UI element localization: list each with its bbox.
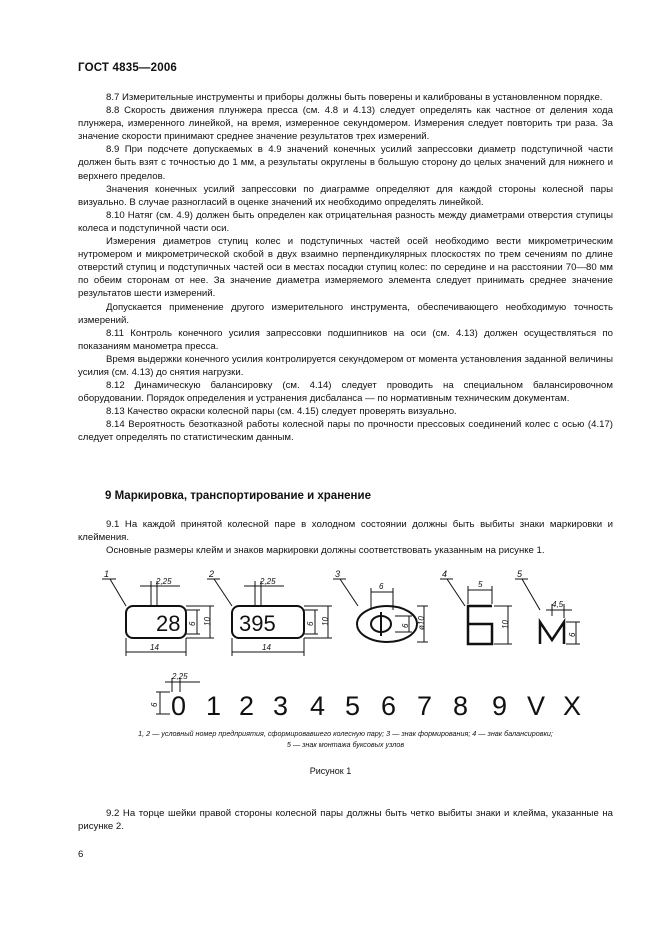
figure-1-caption-line-1: 1, 2 — условный номер предприятия, сформировавшего колесную пару; 3 — знак формирования; 4 — знак балансировки; bbox=[138, 729, 553, 738]
marking-glyph-0: 0 bbox=[171, 691, 187, 721]
balancing-sign-dim-5: 5 bbox=[478, 580, 483, 589]
stamp-2-dim-6: 6 bbox=[306, 621, 315, 626]
section-8-body bbox=[78, 91, 613, 445]
callout-4-leader bbox=[447, 579, 465, 606]
stamp-1-number: 28 bbox=[156, 611, 181, 636]
paragraph-9-1-b: Основные размеры клейм и знаков маркировки должны соответствовать указанным на рисунке 1. bbox=[106, 545, 545, 557]
marking-glyph-v: V bbox=[527, 691, 546, 721]
paragraph-8-9-b: Значения конечных усилий запрессовки по диаграмме определяют для каждой стороны колесной пары визуально. В случае разногласий в оценке значений их необходимо определять линейкой. bbox=[78, 183, 613, 208]
stamp-1-dim-6: 6 bbox=[188, 621, 197, 626]
document-header: ГОСТ 4835—2006 bbox=[78, 62, 178, 74]
marking-glyph-1: 1 bbox=[206, 691, 222, 721]
callout-5-label: 5 bbox=[517, 569, 523, 579]
callout-3-leader bbox=[340, 579, 358, 606]
callout-1-label: 1 bbox=[104, 569, 110, 579]
paragraph-8-13: 8.13 Качество окраски колесной пары (см. 4.15) следует проверять визуально. bbox=[106, 406, 457, 418]
paragraph-8-14: 8.14 Вероятность безотказной работы колесной пары по прочности прессовых соединений колес с осью (4.17) следует определять по статистическим данным. bbox=[78, 419, 613, 444]
paragraph-8-9: 8.9 При подсчете допускаемых в 4.9 значений конечных усилий запрессовки диаметр подступичной части должен быть взят с точностью до 1 мм, а результаты округлены в большую сторону до целых значений для нижнего и верхнего пределов. bbox=[78, 144, 613, 182]
paragraph-9-1: 9.1 На каждой принятой колесной паре в холодном состоянии должны быть выбиты знаки маркировки и клеймения. bbox=[78, 519, 613, 544]
marking-glyph-7: 7 bbox=[417, 691, 433, 721]
glyph-row-dim-6: 6 bbox=[150, 702, 159, 707]
stamp-2-number: 395 bbox=[239, 611, 276, 636]
paragraph-8-10-c: Допускается применение другого измерительного инструмента, обеспечивающего необходимую точность измерений. bbox=[78, 301, 613, 326]
marking-glyph-2: 2 bbox=[239, 691, 255, 721]
balancing-sign-dim-10: 10 bbox=[501, 620, 510, 629]
callout-3-label: 3 bbox=[335, 569, 341, 579]
marking-glyph-9: 9 bbox=[492, 691, 508, 721]
figure-1-title: Рисунок 1 bbox=[309, 766, 352, 776]
marking-glyph-x: X bbox=[563, 691, 582, 721]
paragraph-8-8: 8.8 Скорость движения плунжера пресса (см. 4.8 и 4.13) следует определять как частное от деления хода плунжера, измеренного линейкой, на время, измеренное секундомером. Измерения следует повторить три раза. За значение скорости принимают среднее значение результатов трех измерений. bbox=[78, 105, 613, 143]
stamp-2-dim-10: 10 bbox=[321, 617, 330, 626]
callout-1-leader bbox=[110, 579, 126, 606]
marking-glyph-3: 3 bbox=[273, 691, 289, 721]
mounting-sign-dim-6: 6 bbox=[568, 632, 577, 637]
mounting-sign-glyph bbox=[540, 622, 564, 644]
callout-2-label: 2 bbox=[209, 569, 215, 579]
stamp-1-dim-10: 10 bbox=[203, 617, 212, 626]
paragraph-9-2: 9.2 На торце шейки правой стороны колесной пары должны быть четко выбиты знаки и клейма, указанные на рисунке 2. bbox=[78, 808, 613, 833]
mounting-sign-dim-45: 4,5 bbox=[552, 600, 564, 609]
paragraph-8-11: 8.11 Контроль конечного усилия запрессовки подшипников на оси (см. 4.13) должен осуществляться по показаниям манометра пресса. bbox=[78, 327, 613, 352]
figure-1-caption-line-2: 5 — знак монтажа буксовых узлов bbox=[286, 740, 405, 749]
stamp-1-dim-14: 14 bbox=[150, 643, 159, 652]
formation-sign-dim-diam10: ø10 bbox=[417, 616, 426, 630]
stamp-1-dim-225: 2,25 bbox=[156, 577, 172, 586]
figure-1-caption bbox=[78, 728, 613, 750]
marking-glyph-4: 4 bbox=[310, 691, 326, 721]
figure-1-drawing bbox=[0, 560, 661, 730]
paragraph-8-11-b: Время выдержки конечного усилия контролируется секундомером от момента установления заданной величины усилия (см. 4.13) до снятия нагрузки. bbox=[78, 353, 613, 378]
callout-5-leader bbox=[522, 579, 540, 610]
paragraph-8-7: 8.7 Измерительные инструменты и приборы должны быть поверены и калиброваны в установленном порядке. bbox=[106, 92, 603, 103]
marking-glyph-8: 8 bbox=[453, 691, 469, 721]
paragraph-8-12: 8.12 Динамическую балансировку (см. 4.14) следует проводить на специальном балансировочном оборудовании. Порядок определения и устранения дисбаланса — по нормативным техническим документам. bbox=[78, 380, 613, 405]
callout-4-label: 4 bbox=[442, 569, 448, 579]
section-9-body bbox=[78, 518, 613, 557]
glyph-row-dim-225: 2,25 bbox=[172, 672, 188, 681]
section-9-heading: 9 Маркировка, транспортирование и хранение bbox=[105, 490, 371, 502]
paragraph-8-10: 8.10 Натяг (см. 4.9) должен быть определен как отрицательная разность между диаметрами отверстия ступицы колеса и подступичной части оси. bbox=[78, 209, 613, 234]
marking-glyph-6: 6 bbox=[381, 691, 397, 721]
formation-sign-dim-6: 6 bbox=[379, 582, 384, 591]
stamp-2-dim-14: 14 bbox=[262, 643, 271, 652]
paragraph-8-10-b: Измерения диаметров ступиц колес и подступичных частей осей необходимо вести микрометрическим нутромером и микрометрической скобой в двух взаимно перпендикулярных плоскостях по трем сечениям по длине отверстий ступиц и подступичных частей оси в местах посадки ступиц колес: по середине и на расстоянии 70—80 мм по обеим сторонам от нее. За значение диаметра измеряемого элемента следует принимать среднее значение результатов шести измерений. bbox=[78, 236, 613, 300]
balancing-sign-glyph bbox=[468, 606, 492, 644]
page-number: 6 bbox=[78, 849, 84, 860]
stamp-2-dim-225: 2,25 bbox=[260, 577, 276, 586]
section-9-2-body bbox=[78, 807, 613, 833]
formation-sign-dim-6-vert: 6 bbox=[401, 623, 410, 628]
callout-2-leader bbox=[214, 579, 232, 606]
marking-glyph-5: 5 bbox=[345, 691, 361, 721]
